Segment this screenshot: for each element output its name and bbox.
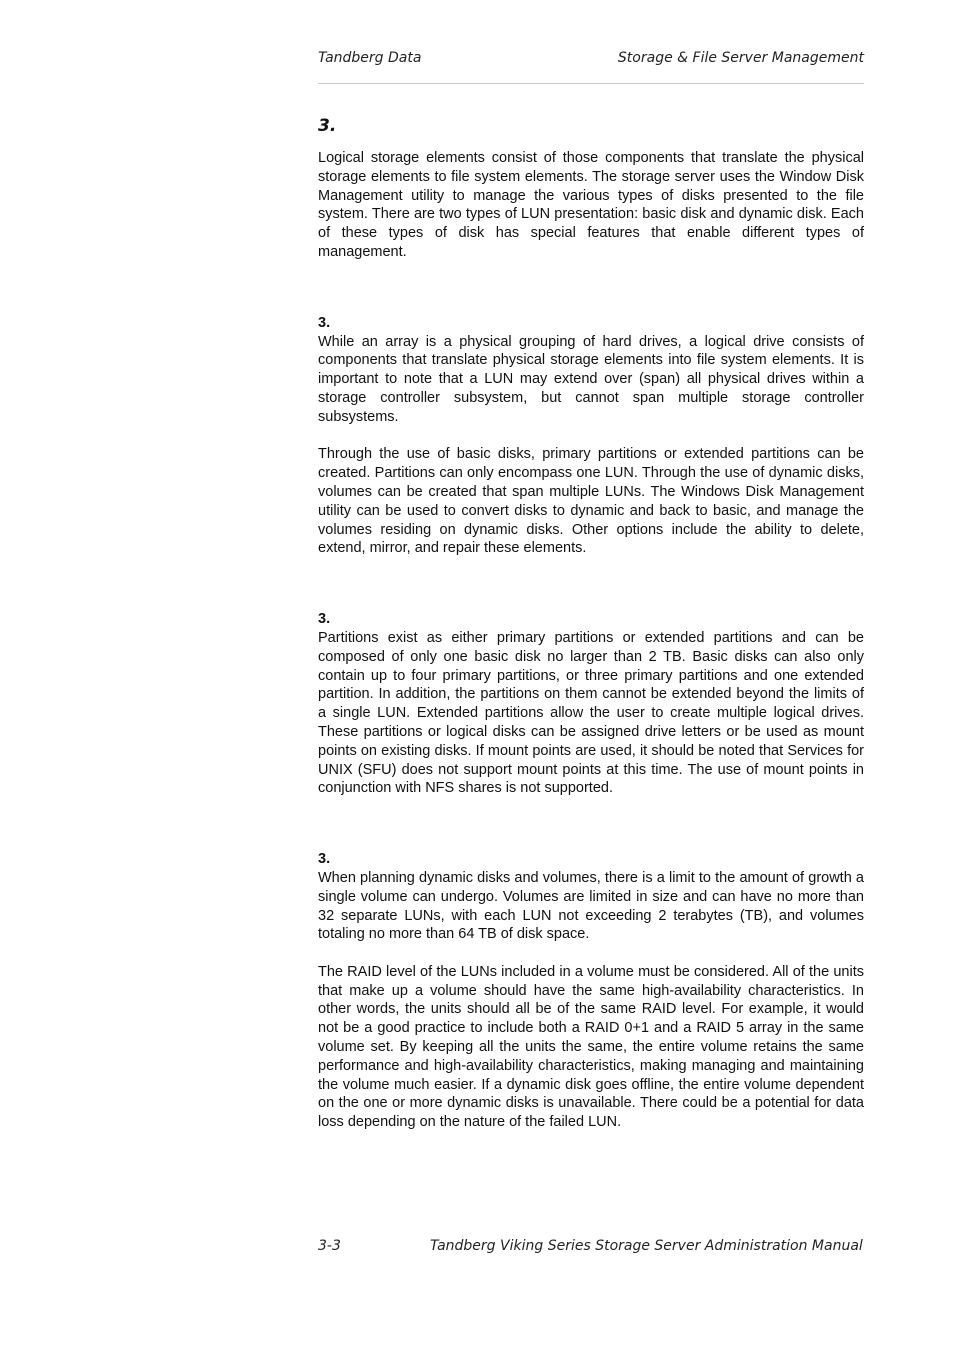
header-divider <box>318 83 864 84</box>
section-number: 3. <box>318 851 331 868</box>
paragraph: The RAID level of the LUNs included in a volume must be considered. All of the units that make up a volume should have the same high-availability characteristics. In other words, the units should all be of the same RAID level. For example, it would not be a good practice to include both a RAID 0+1 and a RAID 5 array in the same volume set. By keeping all the units the same, the entire volume retains the same performance and high-availability characteristics, making managing and maintaining the volume much easier. If a dynamic disk goes offline, the entire volume dependent on the one or more dynamic disks is unavailable. There could be a potential for data loss depending on the nature of the failed LUN. <box>318 963 864 1131</box>
paragraph: When planning dynamic disks and volumes, there is a limit to the amount of growth a single volume can undergo. Volumes are limited in size and can have no more than 32 separate LUNs, with each LUN not exceeding 2 terabytes (TB), and volumes totaling no more than 64 TB of disk space. <box>318 869 864 943</box>
page-content <box>318 114 864 1132</box>
page-header <box>318 50 864 70</box>
section-logical-storage <box>318 114 864 262</box>
paragraph: Through the use of basic disks, primary partitions or extended partitions can be created. Partitions can only encompass one LUN. Through the use of dynamic disks, volumes can be created that span multiple LUNs. The Windows Disk Management utility can be used to convert disks to dynamic and back to basic, and manage the volumes residing on dynamic disks. Other options include the ability to delete, extend, mirror, and repair these elements. <box>318 446 864 557</box>
section-number: 3. <box>318 314 331 331</box>
section-number: 3. <box>318 116 337 136</box>
paragraph: Partitions exist as either primary partitions or extended partitions and can be composed of only one basic disk no larger than 2 TB. Basic disks can also only contain up to four primary partitions, or three primary partitions and one extended partition. In addition, the partitions on them cannot be extended beyond the limits of a single LUN. Extended partitions allow the user to create multiple logical drives. These partitions or logical disks can be assigned drive letters or be used as mount points on existing disks. If mount points are used, it should be noted that Services for UNIX (SFU) does not support mount points at this time. The use of mount points in conjunction with NFS shares is not supported. <box>318 629 864 797</box>
paragraph: While an array is a physical grouping of hard drives, a logical drive consists of components that translate physical storage elements into file system elements. It is important to note that a LUN may extend over (span) all physical drives within a storage controller subsystem, but cannot span multiple storage controller subsystems. <box>318 333 864 425</box>
paragraph: Logical storage elements consist of those components that translate the physical storage elements to file system elements. The storage server uses the Window Disk Management utility to manage the various types of disks presented to the file system. There are two types of LUN presentation: basic disk and dynamic disk. Each of these types of disk has special features that enable different types of management. <box>318 150 864 260</box>
section-luns <box>318 314 864 558</box>
page-number: 3-3 <box>318 1238 341 1254</box>
manual-title: Tandberg Viking Series Storage Server Administration Manual <box>430 1238 863 1254</box>
header-chapter-title: Storage & File Server Management <box>617 50 864 66</box>
header-company: Tandberg Data <box>318 50 422 66</box>
page-footer <box>318 1238 864 1258</box>
section-volumes <box>318 850 864 1132</box>
section-partitions <box>318 610 864 798</box>
section-number: 3. <box>318 611 331 628</box>
